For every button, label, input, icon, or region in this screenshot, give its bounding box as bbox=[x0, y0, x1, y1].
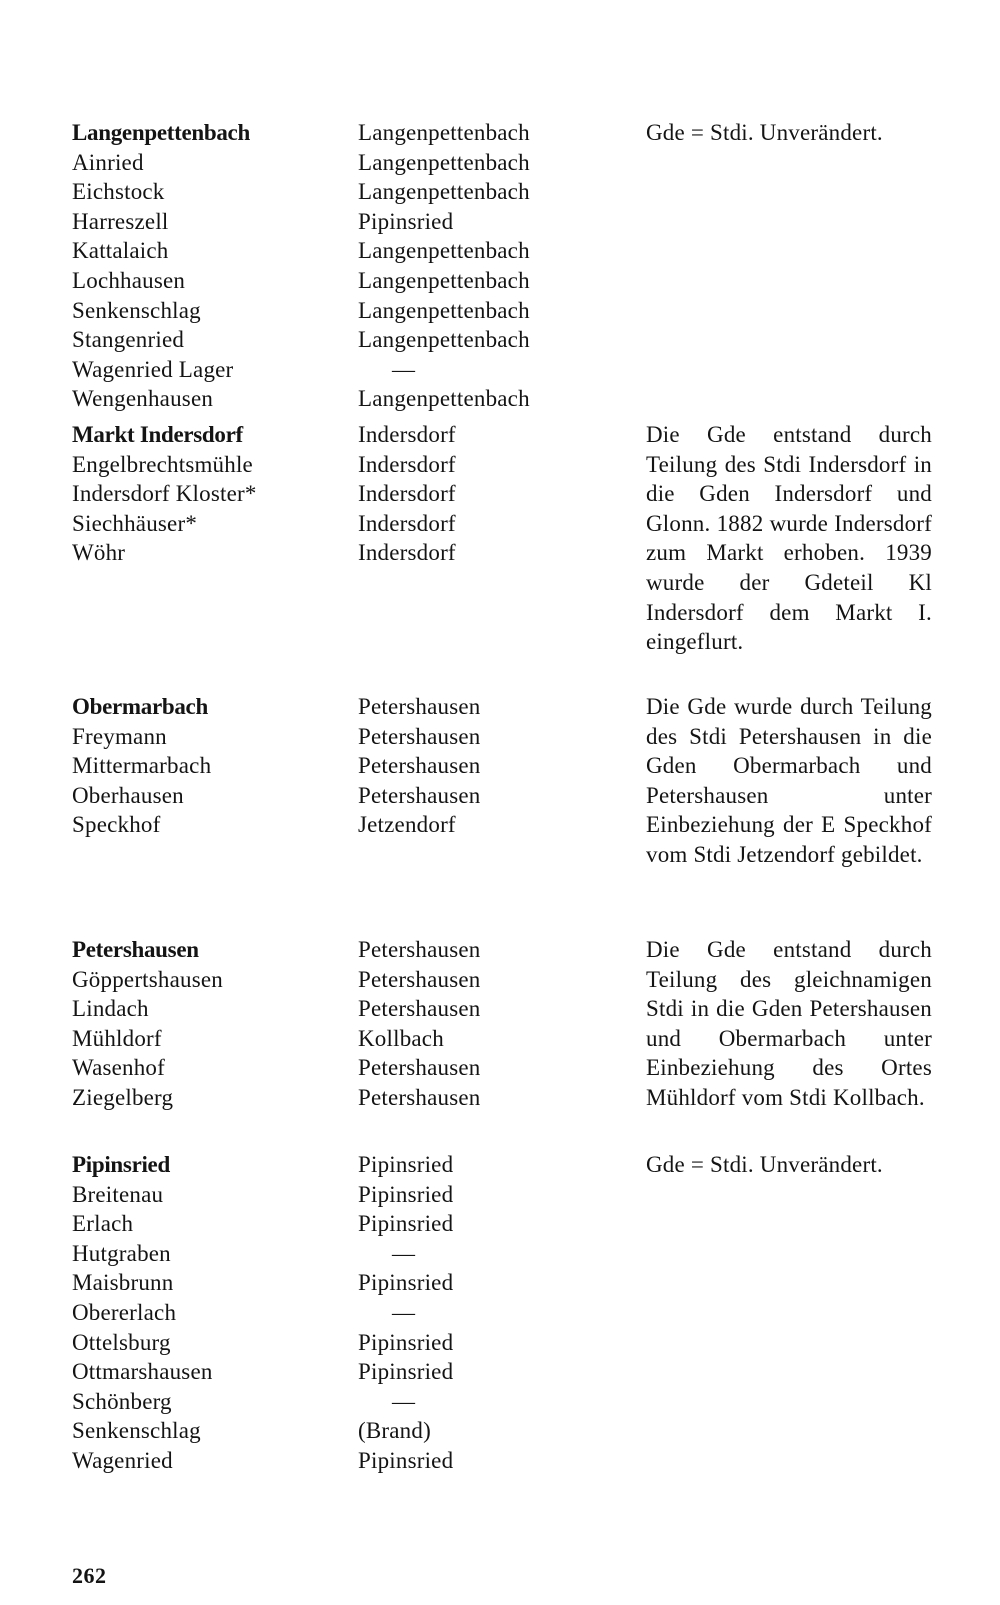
place-name: Freymann bbox=[72, 723, 167, 749]
district-name: Petershausen bbox=[358, 1055, 481, 1081]
place-column bbox=[72, 935, 342, 1113]
remark-column bbox=[646, 420, 932, 657]
place-name: Breitenau bbox=[72, 1181, 164, 1207]
municipality-name: Langenpettenbach bbox=[72, 120, 250, 145]
district-column bbox=[358, 935, 608, 1113]
district-name: Indersdorf bbox=[358, 451, 456, 477]
place-name: Mittermarbach bbox=[72, 753, 212, 779]
district-name: Kollbach bbox=[358, 1025, 444, 1051]
district-name: Pipinsried bbox=[358, 1181, 454, 1207]
place-name: Lochhausen bbox=[72, 267, 186, 293]
district-column bbox=[358, 118, 608, 414]
place-name: Ottmarshausen bbox=[72, 1359, 213, 1385]
district-name: Petershausen bbox=[358, 694, 481, 719]
district-dash: — bbox=[392, 356, 416, 382]
district-column bbox=[358, 1150, 608, 1476]
district-name: Langenpettenbach bbox=[358, 327, 530, 353]
municipality-name: Petershausen bbox=[72, 937, 199, 962]
district-name: Langenpettenbach bbox=[358, 179, 530, 205]
place-name: Harreszell bbox=[72, 208, 169, 234]
district-name: Pipinsried bbox=[358, 208, 454, 234]
district-dash: — bbox=[392, 1240, 416, 1266]
remark-column bbox=[646, 118, 932, 148]
district-name: Langenpettenbach bbox=[358, 267, 530, 293]
remark-text: Gde = Stdi. Unverändert. bbox=[646, 1152, 883, 1177]
remark-text: Die Gde wurde durch Teilung des Stdi Petershausen in die Gden Obermarbach und Petershausen unter Einbeziehung der E Speckhof vom Stdi Jetzendorf gebildet. bbox=[646, 694, 932, 867]
remark-column bbox=[646, 692, 932, 870]
place-name: Kattalaich bbox=[72, 238, 169, 264]
place-name: Speckhof bbox=[72, 812, 161, 838]
place-name: Göppertshausen bbox=[72, 966, 223, 992]
remark-column bbox=[646, 935, 932, 1113]
district-name: Pipinsried bbox=[358, 1152, 454, 1177]
municipality-name: Markt Indersdorf bbox=[72, 422, 243, 447]
district-dash: — bbox=[392, 1299, 416, 1325]
district-name: Indersdorf bbox=[358, 481, 456, 507]
remark-text: Die Gde entstand durch Teilung des Stdi Indersdorf in die Gden Indersdorf und Glonn. 1882 wurde Indersdorf zum Markt erhoben. 1939 wurde der Gdeteil Kl Indersdorf dem Markt I. eingeflurt. bbox=[646, 422, 932, 655]
district-name: Langenpettenbach bbox=[358, 120, 530, 145]
remark-column bbox=[646, 1150, 932, 1180]
place-column bbox=[72, 420, 342, 568]
place-name: Wasenhof bbox=[72, 1055, 165, 1081]
place-name: Wagenried Lager bbox=[72, 356, 234, 382]
place-name: Indersdorf Kloster* bbox=[72, 481, 257, 507]
district-name: Jetzendorf bbox=[358, 812, 456, 838]
place-name: Wagenried bbox=[72, 1447, 173, 1473]
place-name: Senkenschlag bbox=[72, 297, 201, 323]
district-column bbox=[358, 692, 608, 840]
district-name: Indersdorf bbox=[358, 510, 456, 536]
place-column bbox=[72, 118, 342, 414]
place-column bbox=[72, 1150, 342, 1476]
place-name: Siechhäuser* bbox=[72, 510, 198, 536]
district-name: Pipinsried bbox=[358, 1270, 454, 1296]
district-name: Indersdorf bbox=[358, 422, 456, 447]
district-name: Petershausen bbox=[358, 782, 481, 808]
municipality-name: Pipinsried bbox=[72, 1152, 170, 1177]
district-name: Petershausen bbox=[358, 937, 481, 962]
place-name: Wengenhausen bbox=[72, 386, 214, 412]
district-name: Pipinsried bbox=[358, 1329, 454, 1355]
place-name: Oberhausen bbox=[72, 782, 184, 808]
district-name: Pipinsried bbox=[358, 1211, 454, 1237]
district-name: Petershausen bbox=[358, 996, 481, 1022]
place-name: Maisbrunn bbox=[72, 1270, 174, 1296]
place-name: Ainried bbox=[72, 149, 144, 175]
place-name: Schönberg bbox=[72, 1388, 172, 1414]
remark-text: Die Gde entstand durch Teilung des gleichnamigen Stdi in die Gden Petershausen und Obermarbach unter Einbeziehung des Ortes Mühldorf vom Stdi Kollbach. bbox=[646, 937, 932, 1110]
place-name: Obererlach bbox=[72, 1299, 177, 1325]
district-dash: — bbox=[392, 1388, 416, 1414]
place-name: Lindach bbox=[72, 996, 149, 1022]
district-name: Pipinsried bbox=[358, 1447, 454, 1473]
place-name: Stangenried bbox=[72, 327, 185, 353]
place-name: Wöhr bbox=[72, 540, 126, 566]
place-name: Ziegelberg bbox=[72, 1084, 174, 1110]
district-name: Petershausen bbox=[358, 1084, 481, 1110]
district-name: Pipinsried bbox=[358, 1359, 454, 1385]
remark-text: Gde = Stdi. Unverändert. bbox=[646, 120, 883, 145]
place-column bbox=[72, 692, 342, 840]
district-name: Langenpettenbach bbox=[358, 386, 530, 412]
district-column bbox=[358, 420, 608, 568]
district-name: Langenpettenbach bbox=[358, 297, 530, 323]
district-name: Indersdorf bbox=[358, 540, 456, 566]
district-name: Petershausen bbox=[358, 723, 481, 749]
place-name: Engelbrechtsmühle bbox=[72, 451, 253, 477]
place-name: Mühldorf bbox=[72, 1025, 162, 1051]
district-name: Petershausen bbox=[358, 966, 481, 992]
district-name: Petershausen bbox=[358, 753, 481, 779]
place-name: Hutgraben bbox=[72, 1240, 171, 1266]
district-name: Langenpettenbach bbox=[358, 238, 530, 264]
place-name: Eichstock bbox=[72, 179, 165, 205]
place-name: Ottelsburg bbox=[72, 1329, 171, 1355]
municipality-name: Obermarbach bbox=[72, 694, 208, 719]
place-name: Senkenschlag bbox=[72, 1418, 201, 1444]
district-name: Langenpettenbach bbox=[358, 149, 530, 175]
place-name: Erlach bbox=[72, 1211, 134, 1237]
page-number: 262 bbox=[72, 1563, 107, 1588]
district-name: (Brand) bbox=[358, 1418, 431, 1444]
